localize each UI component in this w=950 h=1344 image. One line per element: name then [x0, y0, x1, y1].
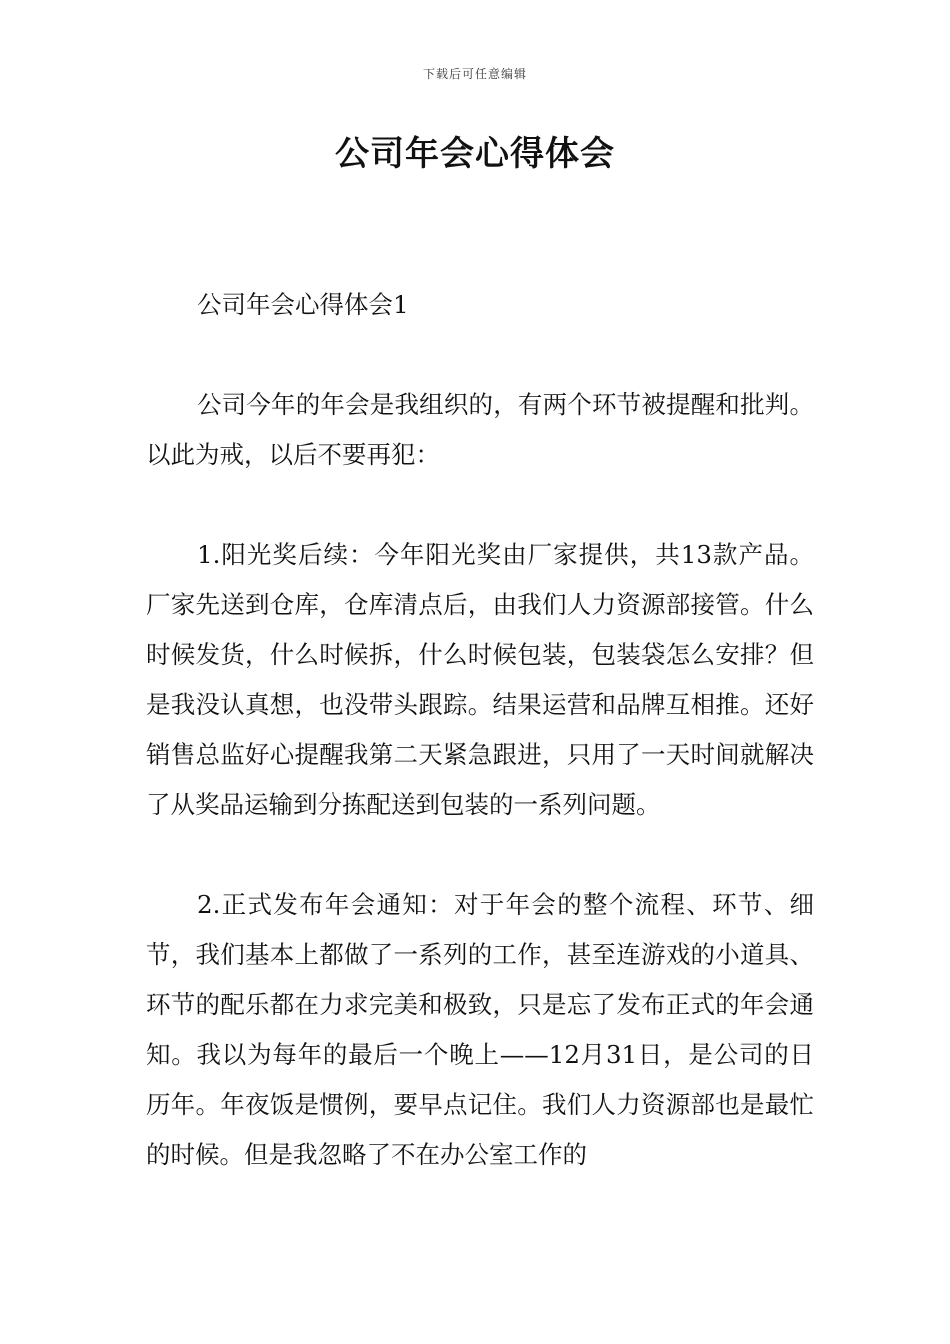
- paragraph: 2.正式发布年会通知：对于年会的整个流程、环节、细节，我们基本上都做了一系列的工作，甚至连游戏的小道具、环节的配乐都在力求完美和极致，只是忘了发布正式的年会通知。我以为每年的最后一个晚上——12月31日，是公司的日历年。年夜饭是惯例，要早点记住。我们人力资源部也是最忙的时候。但是我忽略了不在办公室工作的: [146, 890, 814, 1169]
- paragraph: 公司今年的年会是我组织的，有两个环节被提醒和批判。以此为戒，以后不要再犯：: [146, 390, 814, 469]
- section-heading: 公司年会心得体会1: [197, 290, 409, 319]
- header-note: 下载后可任意编辑: [422, 67, 527, 81]
- document-body: [146, 280, 814, 1230]
- document-title: 公司年会心得体会: [335, 134, 615, 174]
- paragraph: 1.阳光奖后续：今年阳光奖由厂家提供，共13款产品。厂家先送到仓库，仓库清点后，由我们人力资源部接管。什么时候发货，什么时候拆，什么时候包装，包装袋怎么安排？但是我没认真想，也没带头跟踪。结果运营和品牌互相推。还好销售总监好心提醒我第二天紧急跟进，只用了一天时间就解决了从奖品运输到分拣配送到包装的一系列问题。: [146, 540, 814, 819]
